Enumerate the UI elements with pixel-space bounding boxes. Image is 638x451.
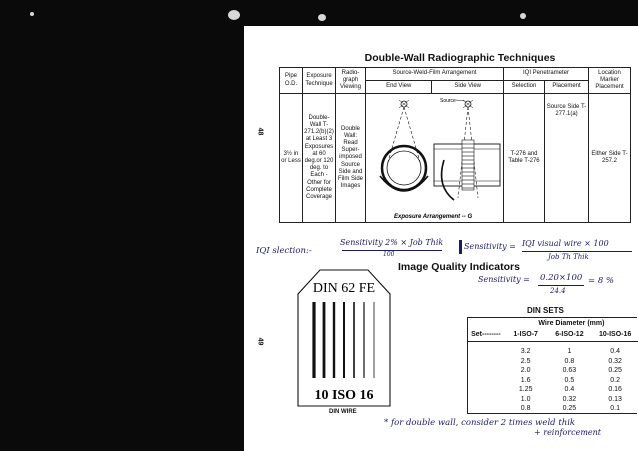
table-cell: 0.2 xyxy=(610,376,620,384)
handwritten-sensitivity-label: Sensitivity = xyxy=(464,242,516,251)
handwritten-iqi-selection: IQI slection:- xyxy=(256,246,312,256)
film-side-view-icon xyxy=(442,160,454,200)
handwritten-sensitivity-calc-label: Sensitivity = xyxy=(478,275,530,284)
page-number-top: 48 xyxy=(256,127,264,136)
cell-exposure-arrangement xyxy=(366,94,504,223)
scan-speck xyxy=(30,12,34,16)
table-cell: 1.0 xyxy=(520,395,531,403)
table-row xyxy=(467,357,638,367)
header-side-view: Side View xyxy=(432,81,504,94)
handwritten-sensitivity-result: = 8 % xyxy=(588,276,615,286)
header-selection: Selection xyxy=(504,81,545,94)
header-pipe-od: Pipe O.D. xyxy=(280,68,303,94)
header-iqi-penetrameter: IQI Penetrameter xyxy=(504,68,589,81)
din-wire-caption: DIN WIRE xyxy=(329,409,357,415)
table-cell: 0.25 xyxy=(562,405,577,412)
table-row xyxy=(467,376,638,386)
table-cell: 1 xyxy=(567,348,572,355)
handwritten-sensitivity-denominator: 100 xyxy=(383,251,395,258)
table-cell: 0.25 xyxy=(608,367,622,374)
header-exposure-technique: Exposure Technique xyxy=(303,68,336,94)
header-location-marker: Location Marker Placement xyxy=(589,68,631,94)
table-cell: 0.4 xyxy=(610,348,620,355)
header-end-view: End View xyxy=(366,81,432,94)
handwritten-sensitivity-calc-denominator: 24.4 xyxy=(550,287,566,295)
table-cell: 0.32 xyxy=(562,395,577,403)
table-cell: 2.0 xyxy=(520,367,531,374)
double-wall-techniques-table xyxy=(279,67,631,223)
din-wire-top-label: DIN 62 FE xyxy=(312,281,376,296)
exposure-arrangement-diagram xyxy=(366,94,503,222)
table-row xyxy=(467,395,638,405)
table-cell: 0.16 xyxy=(608,386,622,393)
header-col-2: 6-ISO-12 xyxy=(547,329,593,341)
table-cell: 2.5 xyxy=(520,357,531,365)
din-wire-bottom-label: 10 ISO 16 xyxy=(314,388,374,403)
fraction-line xyxy=(538,285,584,286)
handwritten-sensitivity-denominator-2: Job Th Thik xyxy=(548,253,589,261)
divider-mark xyxy=(459,240,462,254)
din-wire-drawing xyxy=(294,268,394,408)
table-cell: 1.6 xyxy=(520,376,531,384)
table-cell: 0.4 xyxy=(564,386,575,393)
header-swf-arrangement: Source-Weld-Film Arrangement xyxy=(366,68,504,81)
table-cell: 3.2 xyxy=(520,348,531,355)
page-title-iqi: Image Quality Indicators xyxy=(398,261,520,273)
din-sets-title: DIN SETS xyxy=(527,306,564,315)
header-radiograph-viewing: Radio-graph Viewing xyxy=(336,68,366,94)
handwritten-note-line-1: * for double wall, consider 2 times weld thik xyxy=(384,418,576,428)
handwritten-sensitivity-numerator: IQI visual wire × 100 xyxy=(522,239,609,248)
cell-iqi-placement: Source Side T-277.1(a) xyxy=(545,94,589,223)
table-row xyxy=(467,404,638,414)
table-cell: 0.1 xyxy=(610,405,620,412)
cell-location-marker: Either Side T-257.2 xyxy=(589,94,631,223)
header-wire-diameter: Wire Diameter (mm) xyxy=(538,319,605,327)
table-row xyxy=(467,366,638,376)
pipe-end-view-icon xyxy=(382,146,426,190)
table-cell: 0.8 xyxy=(520,405,531,412)
table-cell: 0.13 xyxy=(608,395,622,403)
table-cell: 0.63 xyxy=(562,367,577,374)
header-col-1: 1-ISO-7 xyxy=(505,329,547,341)
exposure-arrangement-caption: Exposure Arrangement -- G xyxy=(394,214,473,220)
scan-speck xyxy=(520,13,526,19)
table-cell: 1.25 xyxy=(518,386,533,393)
cell-exposure-technique: Double-Wall T-271.2(b)(2) at Least 3 Exposures at 60 deg.or 120 deg. to Each - Other for Complete Coverage xyxy=(303,94,336,223)
scan-dark-margin-top xyxy=(0,0,638,26)
weld-icon xyxy=(462,140,474,190)
cell-pipe-od: 3½ in or Less xyxy=(280,94,303,223)
scan-speck xyxy=(318,14,326,21)
scan-speck xyxy=(228,10,240,20)
cell-iqi-selection: T-276 and Table T-276 xyxy=(504,94,545,223)
handwritten-sensitivity-formula: Sensitivity 2% × Job Thik xyxy=(340,238,444,247)
table-cell: 0.5 xyxy=(564,376,575,384)
table-row xyxy=(467,347,638,357)
din-wire-iqi xyxy=(294,268,394,413)
din-sets-table xyxy=(467,317,638,414)
header-placement: Placement xyxy=(545,81,589,94)
fraction-line xyxy=(522,251,632,252)
end-view-drawing xyxy=(380,100,428,191)
side-view-drawing xyxy=(434,98,500,200)
handwritten-sensitivity-calc-numerator: 0.20×100 xyxy=(540,273,583,283)
cell-radiograph-viewing: Double Wall: Read Super-imposed Source Side and Film Side Images xyxy=(336,94,366,223)
handwritten-note-line-2: + reinforcement xyxy=(534,428,602,437)
table-cell: 0.8 xyxy=(564,357,575,365)
table-row xyxy=(467,385,638,395)
page-title-double-wall: Double-Wall Radiographic Techniques xyxy=(364,52,556,64)
source-label: Source xyxy=(440,98,456,104)
table-cell: 0.32 xyxy=(608,357,622,365)
scan-dark-margin-left xyxy=(0,0,244,451)
header-set: Set-------- xyxy=(467,329,505,341)
page-number-bottom: 49 xyxy=(256,337,264,346)
handwritten-bottom-note xyxy=(384,418,602,437)
header-col-3: 10-ISO-16 xyxy=(592,329,638,341)
